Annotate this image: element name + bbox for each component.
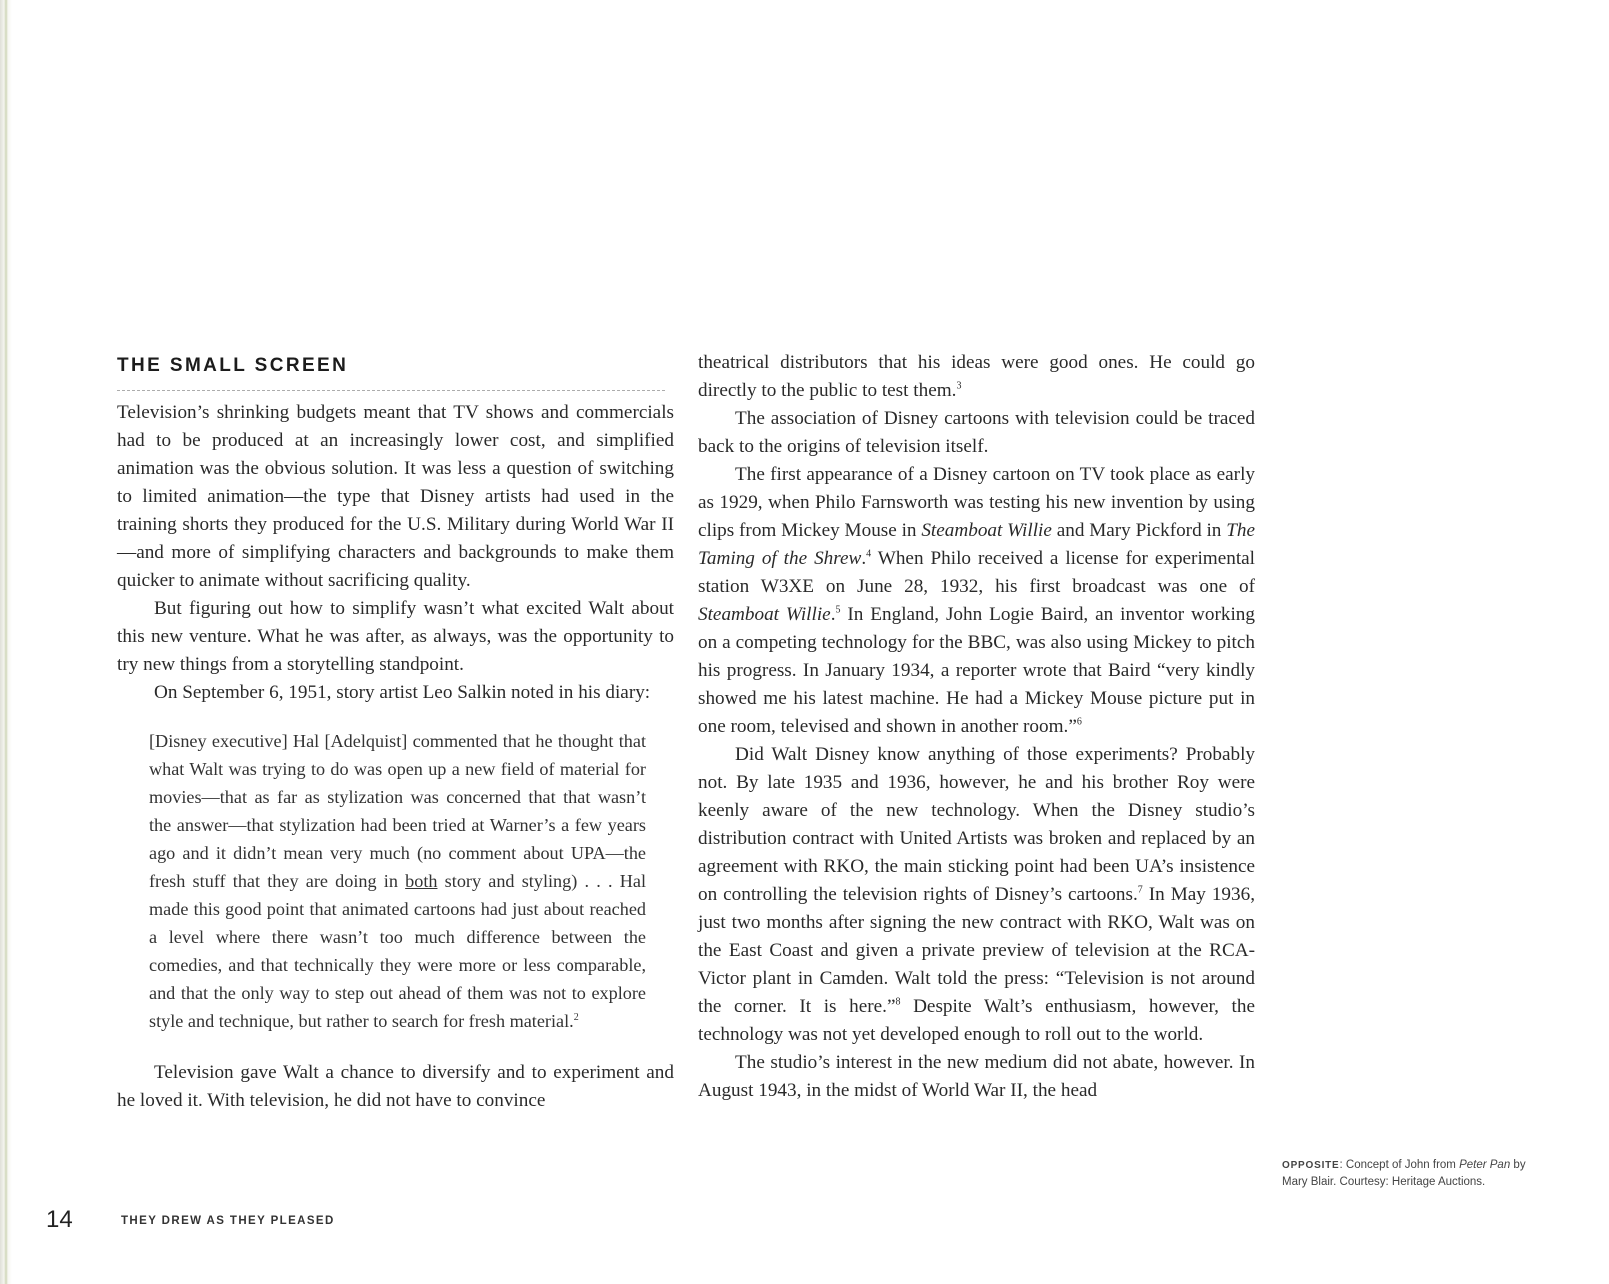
- left-paragraph-2: But figuring out how to simplify wasn’t what excited Walt about this new venture. What he was after, as always, was the opportunity to try new things from a storytelling standpoint.: [117, 598, 674, 675]
- running-head: THEY DREW AS THEY PLEASED: [121, 1215, 335, 1227]
- left-paragraph-3: On September 6, 1951, story artist Leo Salkin noted in his diary:: [154, 682, 651, 703]
- caption-text-a: Concept of John from: [1342, 1159, 1460, 1171]
- right-paragraph-4: [698, 741, 1255, 1049]
- right-p3-text-c: .: [861, 548, 867, 569]
- film-title-steamboat-willie: Steamboat Willie: [921, 520, 1052, 541]
- right-paragraph-2: The association of Disney cartoons with television could be traced back to the origins of television itself.: [698, 408, 1255, 457]
- heading-rule: [117, 390, 665, 391]
- right-text-column: [698, 349, 1255, 1105]
- section-heading: THE SMALL SCREEN: [117, 355, 349, 376]
- right-p4-text-c: Despite Walt’s enthusiasm, however, the technology was not yet developed enough to roll out to the world.: [698, 996, 1255, 1045]
- quote-text-a: [Disney executive] Hal [Adelquist] commented that he thought that what Walt was trying to do was open up a new field of material for movies—that as far as stylization was concerned that that wasn’t the answer—that stylization had been tried at Warner’s a few years ago and it didn’t mean very much (no comment about UPA—the fresh stuff that they are doing in: [149, 731, 646, 891]
- left-paragraph-4: Television gave Walt a chance to diversify and to experiment and he loved it. With television, he did not have to convince: [117, 1062, 674, 1111]
- right-p3-text-b: and Mary Pickford in: [1051, 520, 1227, 541]
- caption-colon: :: [1339, 1159, 1343, 1171]
- film-title-steamboat-willie-2: Steamboat Willie: [698, 604, 831, 625]
- footnote-marker-3: 3: [956, 380, 962, 392]
- page-number: 14: [46, 1206, 73, 1233]
- footnote-marker-7: 7: [1137, 884, 1143, 896]
- right-p1-text: theatrical distributors that his ideas were good ones. He could go directly to the public to test them.: [698, 352, 1255, 401]
- right-p4-text-b: In May 1936, just two months after signing the new contract with RKO, Walt was on the East Coast and given a private preview of television at the RCA-Victor plant in Camden. Walt told the press: “Television is not around the corner. It is here.”: [698, 884, 1256, 1017]
- right-p3-text-f: In England, John Logie Baird, an inventor working on a competing technology for the BBC, was also using Mickey to pitch his progress. In January 1934, a reporter wrote that Baird “very kindly showed me his latest machine. He had a Mickey Mouse picture put in one room, televised and shown in another room.”: [698, 604, 1255, 737]
- right-p3-text-e: .: [830, 604, 836, 625]
- right-p3-text-d: When Philo received a license for experimental station W3XE on June 28, 1932, his first broadcast was one of: [698, 548, 1255, 597]
- right-paragraph-3: [698, 461, 1255, 741]
- diary-blockquote: [149, 727, 646, 1035]
- right-paragraph-5: The studio’s interest in the new medium did not abate, however. In August 1943, in the midst of World War II, the head: [698, 1052, 1255, 1101]
- quote-underlined-word: both: [405, 871, 438, 891]
- caption-text-b: by Mary Blair. Courtesy: Heritage Auctions.: [1282, 1159, 1526, 1188]
- footnote-marker-4: 4: [866, 548, 872, 560]
- image-caption: [1282, 1157, 1552, 1190]
- film-title-taming-of-the-shrew: The Taming of the Shrew: [698, 520, 1255, 569]
- quote-text-b: story and styling) . . . Hal made this good point that animated cartoons had just about reached a level where there wasn’t too much difference between the comedies, and that technically they were more or less comparable, and that the only way to step out ahead of them was not to explore style and technique, but rather to search for fresh material.: [149, 871, 646, 1031]
- left-paragraph-1: Television’s shrinking budgets meant that TV shows and commercials had to be produced at an increasingly lower cost, and simplified animation was the obvious solution. It was less a question of switching to limited animation—the type that Disney artists had used in the training shorts they produced for the U.S. Military during World War II—and more of simplifying characters and backgrounds to make them quicker to animate without sacrificing quality.: [117, 402, 674, 591]
- caption-film-title: Peter Pan: [1459, 1159, 1511, 1171]
- footnote-marker-5: 5: [835, 604, 841, 616]
- book-spine-edge: [0, 0, 12, 1284]
- footnote-marker-8: 8: [895, 996, 901, 1008]
- footnote-marker-6: 6: [1076, 716, 1082, 728]
- right-p3-text-a: The first appearance of a Disney cartoon on TV took place as early as 1929, when Philo Farnsworth was testing his new invention by using clips from Mickey Mouse in: [698, 464, 1255, 541]
- right-p4-text-a: Did Walt Disney know anything of those experiments? Probably not. By late 1935 and 1936, however, he and his brother Roy were keenly aware of the new technology. When the Disney studio’s distribution contract with United Artists was broken and replaced by an agreement with RKO, the main sticking point had been UA’s insistence on controlling the television rights of Disney’s cartoons.: [698, 744, 1255, 905]
- left-text-column: [117, 350, 674, 1115]
- footnote-marker-2: 2: [573, 1011, 579, 1023]
- caption-label: OPPOSITE: [1282, 1160, 1340, 1171]
- right-paragraph-1: [698, 349, 1255, 405]
